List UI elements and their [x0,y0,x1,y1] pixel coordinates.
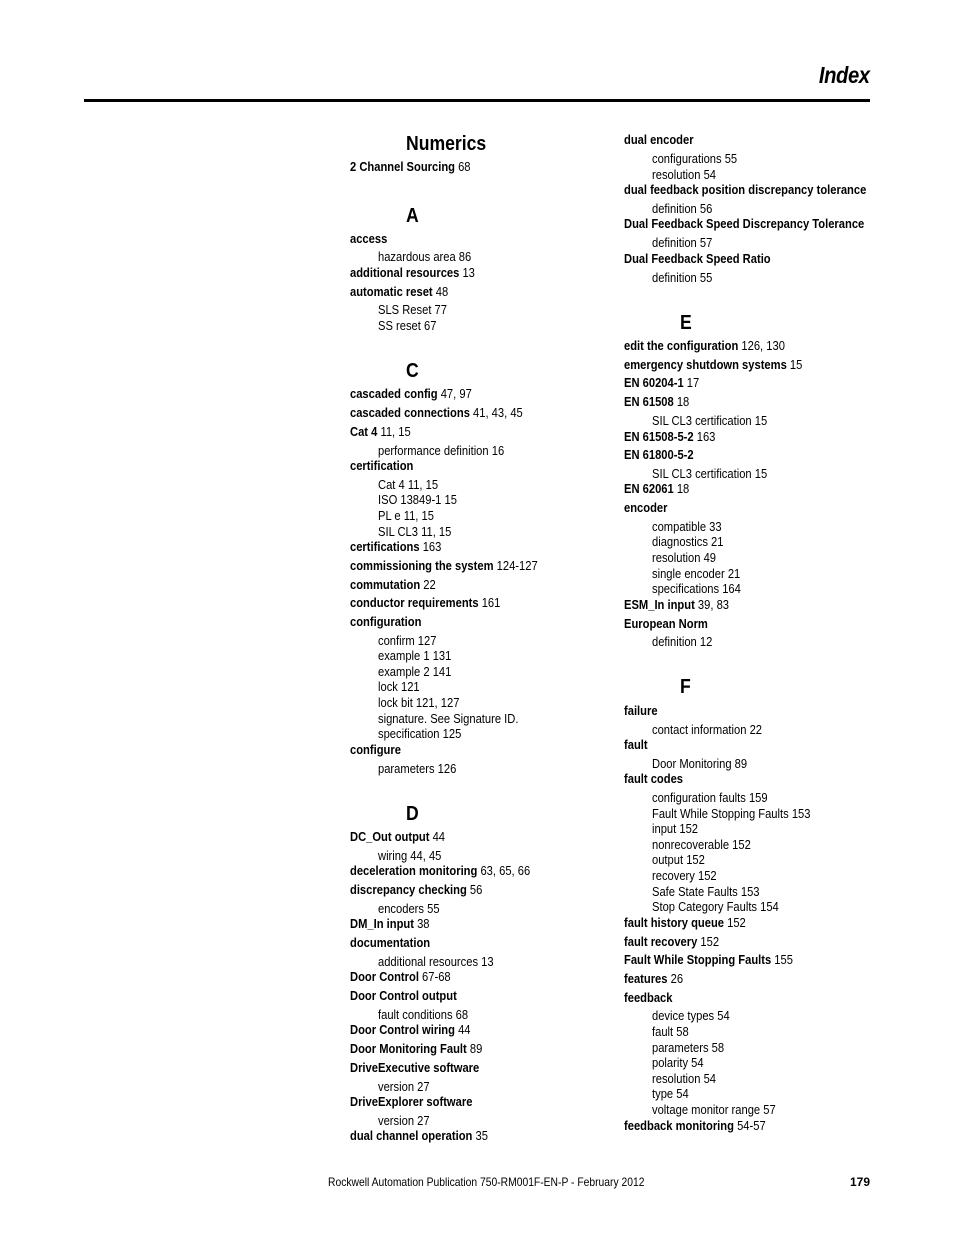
index-subentry: type 54 [652,1086,689,1101]
index-pages: 67-68 [418,969,451,984]
index-entry [624,934,719,950]
index-subentry: SIL CL3 certification 15 [652,413,768,428]
index-entry [350,405,523,421]
index-entry [624,915,746,931]
index-subentry: definition 56 [652,201,713,216]
index-entry [350,742,401,758]
index-subentry: Stop Category Faults 154 [652,899,779,914]
index-subentry: lock 121 [378,679,420,694]
index-term: ESM_In input [624,597,695,612]
index-subentry: Fault While Stopping Faults 153 [652,806,811,821]
index-term: features [624,971,668,986]
index-subentry: SLS Reset 77 [378,302,447,317]
index-subentry: single encoder 21 [652,566,741,581]
index-term: dual channel operation [350,1128,473,1143]
index-entry [624,251,771,267]
footer-publication: Rockwell Automation Publication 750-RM001F-EN-P - February 2012 [328,1175,645,1189]
index-pages: 163 [419,539,442,554]
index-subentry: example 2 141 [378,664,452,679]
index-pages: 26 [667,971,684,986]
index-pages: 161 [478,595,501,610]
index-entry [350,284,448,300]
index-entry [624,375,699,391]
index-term: fault history queue [624,915,725,930]
index-subentry: SS reset 67 [378,318,437,333]
index-pages: 18 [673,394,690,409]
index-pages: 39, 83 [694,597,730,612]
index-subentry: output 152 [652,852,705,867]
index-entry [350,829,445,845]
index-subentry: parameters 58 [652,1040,725,1055]
index-subentry: specifications 164 [652,581,741,596]
index-term: 2 Channel Sourcing [350,159,455,174]
index-term: cascaded config [350,386,438,401]
index-entry [350,577,436,593]
index-term: access [350,231,388,246]
page-title: Index [819,62,870,88]
index-term: conductor requirements [350,595,479,610]
index-pages: 155 [771,952,793,967]
section-heading: D [406,803,419,825]
index-subentry: input 152 [652,821,699,836]
index-entry [350,558,538,574]
index-entry [624,447,694,463]
index-term: EN 61508 [624,394,674,409]
index-entry [624,338,785,354]
index-term: Door Monitoring Fault [350,1041,467,1056]
index-pages: 17 [683,375,700,390]
index-term: feedback [624,990,673,1005]
index-term: fault recovery [624,934,698,949]
index-entry [624,216,864,232]
index-subentry: lock bit 121, 127 [378,695,460,710]
index-term: EN 60204-1 [624,375,684,390]
index-entry [624,971,683,987]
index-term: cascaded connections [350,405,470,420]
index-subentry: fault 58 [652,1024,689,1039]
index-term: fault [624,737,648,752]
index-pages: 56 [466,882,483,897]
index-entry [624,597,729,613]
index-entry [350,1041,482,1057]
index-subentry: diagnostics 21 [652,534,724,549]
index-term: commutation [350,577,421,592]
index-pages: 35 [472,1128,488,1143]
index-subentry: configuration faults 159 [652,790,768,805]
index-subentry: device types 54 [652,1008,730,1023]
section-heading: Numerics [406,133,487,155]
index-pages: 44 [454,1022,471,1037]
index-subentry: resolution 49 [652,550,717,565]
index-pages: 126, 130 [738,338,785,353]
index-subentry: wiring 44, 45 [378,848,442,863]
index-entry [624,132,694,148]
index-pages: 48 [432,284,449,299]
index-term: emergency shutdown systems [624,357,787,372]
index-subentry: version 27 [378,1113,430,1128]
index-term: Door Control [350,969,419,984]
index-subentry: nonrecoverable 152 [652,837,751,852]
index-entry [350,1060,479,1076]
index-subentry: polarity 54 [652,1055,704,1070]
index-term: failure [624,703,658,718]
index-term: Fault While Stopping Faults [624,952,772,967]
index-term: European Norm [624,616,708,631]
index-subentry: definition 12 [652,634,713,649]
index-subentry: contact information 22 [652,722,762,737]
index-pages: 54-57 [733,1118,766,1133]
index-entry [350,231,387,247]
index-subentry: resolution 54 [652,167,717,182]
index-pages: 152 [724,915,746,930]
section-heading: F [680,676,691,698]
index-term: Dual Feedback Speed Discrepancy Tolerance [624,216,865,231]
index-term: EN 61508-5-2 [624,429,694,444]
index-term: automatic reset [350,284,433,299]
index-term: edit the configuration [624,338,739,353]
index-entry [624,500,667,516]
index-entry [350,1022,471,1038]
index-subentry: Cat 4 11, 15 [378,477,439,492]
index-subentry: example 1 131 [378,648,452,663]
index-subentry: additional resources 13 [378,954,494,969]
index-entry [350,916,430,932]
index-term: dual encoder [624,132,694,147]
index-term: documentation [350,935,431,950]
index-pages: 13 [459,265,475,280]
index-subentry: performance definition 16 [378,443,505,458]
index-term: Door Control wiring [350,1022,455,1037]
index-term: DC_Out output [350,829,430,844]
index-entry [350,1094,472,1110]
index-term: dual feedback position discrepancy tolerance [624,182,867,197]
index-entry [350,863,530,879]
index-entry [624,429,715,445]
index-entry [350,159,471,175]
index-entry [624,357,802,373]
index-subentry: ISO 13849-1 15 [378,492,457,507]
index-entry [624,481,689,497]
index-entry [350,539,441,555]
footer-page-number: 179 [849,1175,870,1189]
index-subentry: definition 55 [652,270,713,285]
index-subentry: version 27 [378,1079,430,1094]
index-pages: 38 [413,916,430,931]
index-entry [350,386,472,402]
section-heading: E [680,312,692,334]
index-entry [350,614,421,630]
index-pages: 152 [697,934,720,949]
index-term: Cat 4 [350,424,378,439]
index-subentry: SIL CL3 certification 15 [652,466,768,481]
index-entry [624,703,658,719]
section-heading: A [406,205,419,227]
index-term: commissioning the system [350,558,494,573]
index-term: EN 61800-5-2 [624,447,694,462]
index-pages: 22 [420,577,436,592]
index-subentry: configurations 55 [652,151,738,166]
index-pages: 41, 43, 45 [469,405,523,420]
index-entry [624,990,672,1006]
index-pages: 163 [693,429,716,444]
index-term: DM_In input [350,916,414,931]
index-entry [350,882,482,898]
index-term: feedback monitoring [624,1118,734,1133]
index-subentry: PL e 11, 15 [378,508,434,523]
section-heading: C [406,360,419,382]
index-subentry: Door Monitoring 89 [652,756,748,771]
index-subentry: resolution 54 [652,1071,717,1086]
index-entry [624,1118,766,1134]
index-term: DriveExecutive software [350,1060,480,1075]
index-entry [624,771,683,787]
index-term: certification [350,458,414,473]
index-term: deceleration monitoring [350,863,478,878]
index-term: Door Control output [350,988,457,1003]
index-term: configure [350,742,401,757]
index-subentry: recovery 152 [652,868,717,883]
index-subentry: compatible 33 [652,519,722,534]
index-pages: 89 [466,1041,483,1056]
index-term: additional resources [350,265,460,280]
index-entry [350,969,451,985]
index-entry [624,952,793,968]
index-entry [350,1128,488,1144]
index-entry [350,424,411,440]
index-pages: 11, 15 [377,424,411,439]
title-rule [84,99,870,102]
index-entry [624,616,708,632]
index-term: discrepancy checking [350,882,467,897]
index-subentry: SIL CL3 11, 15 [378,524,452,539]
index-term: Dual Feedback Speed Ratio [624,251,771,266]
index-subentry: hazardous area 86 [378,249,472,264]
index-subentry: confirm 127 [378,633,437,648]
index-pages: 124-127 [493,558,538,573]
index-entry [350,458,413,474]
index-entry [624,394,689,410]
index-term: configuration [350,614,422,629]
index-entry [350,265,475,281]
index-subentry: signature. See Signature ID. [378,711,519,726]
index-term: EN 62061 [624,481,674,496]
index-pages: 47, 97 [437,386,472,401]
index-pages: 44 [429,829,446,844]
index-pages: 15 [786,357,803,372]
index-subentry: fault conditions 68 [378,1007,469,1022]
index-entry [350,988,457,1004]
index-entry [350,935,430,951]
index-term: certifications [350,539,420,554]
index-pages: 18 [673,481,690,496]
index-pages: 68 [454,159,471,174]
index-subentry: specification 125 [378,726,462,741]
index-pages: 63, 65, 66 [477,863,531,878]
index-term: fault codes [624,771,684,786]
index-entry [624,182,866,198]
index-subentry: parameters 126 [378,761,457,776]
index-entry [624,737,648,753]
index-entry [350,595,500,611]
index-subentry: definition 57 [652,235,713,250]
index-subentry: Safe State Faults 153 [652,884,760,899]
index-term: encoder [624,500,668,515]
index-subentry: encoders 55 [378,901,440,916]
index-subentry: voltage monitor range 57 [652,1102,776,1117]
index-term: DriveExplorer software [350,1094,473,1109]
